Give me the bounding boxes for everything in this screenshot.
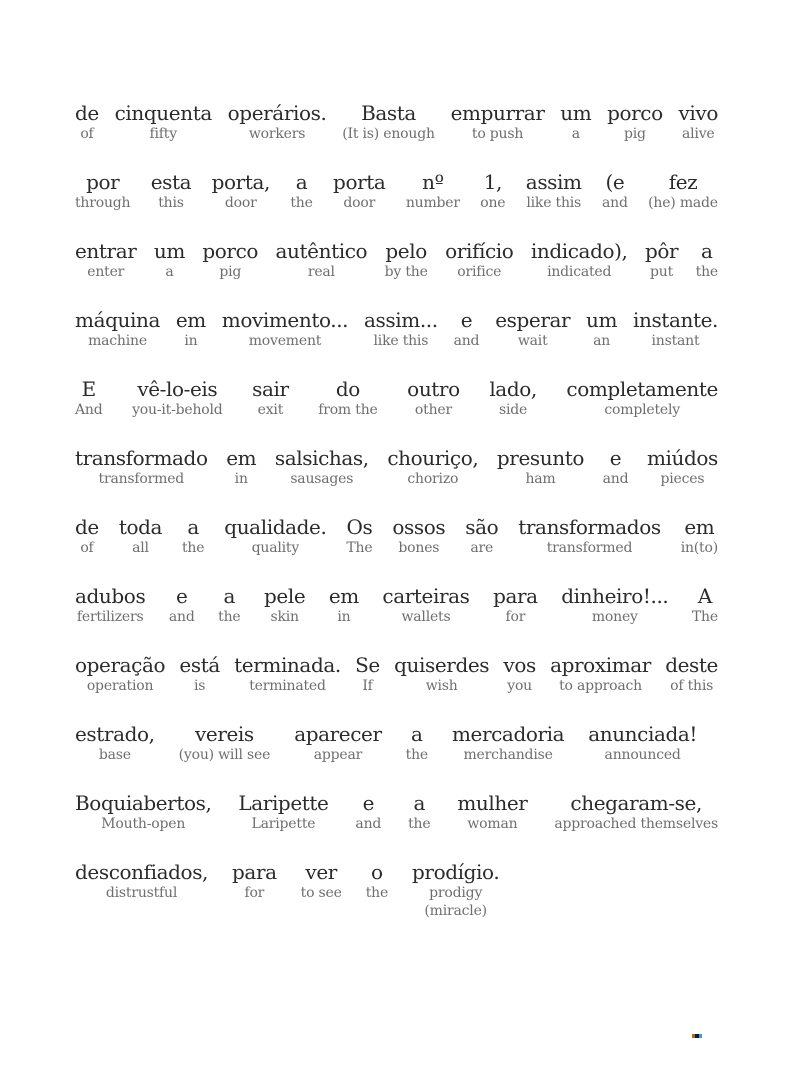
source-word: adubos (75, 584, 146, 608)
word-unit (452, 722, 564, 764)
source-word: vos (503, 653, 536, 677)
source-word: por (86, 170, 120, 194)
source-word: o (371, 860, 383, 884)
source-word: cinquenta (114, 101, 212, 125)
word-unit (366, 860, 388, 902)
source-word: lado, (489, 377, 537, 401)
word-unit (554, 791, 718, 833)
word-unit (75, 653, 165, 695)
source-word: desconfiados, (75, 860, 209, 884)
gloss-word: pig (624, 126, 646, 142)
gloss-word: the (405, 747, 428, 763)
gloss-word: enter (87, 264, 125, 280)
gloss-word: exit (257, 402, 284, 418)
word-unit (276, 239, 368, 281)
word-unit (75, 860, 208, 902)
word-unit (75, 101, 99, 143)
source-word: operários. (227, 101, 327, 125)
source-word: indicado), (530, 239, 628, 263)
word-unit (252, 377, 289, 419)
word-unit (151, 170, 191, 212)
line-pair (75, 584, 718, 626)
gloss-word: are (470, 540, 494, 556)
gloss-word: bones (398, 540, 440, 556)
gloss-word: prodigy (429, 885, 483, 901)
word-unit (294, 722, 381, 764)
gloss-word: for (244, 885, 265, 901)
source-word: toda (118, 515, 163, 539)
source-word: em (684, 515, 715, 539)
gloss-word: to push (471, 126, 524, 142)
line-pair (75, 308, 718, 350)
source-word: assim (525, 170, 582, 194)
gloss-word: transformed (546, 540, 633, 556)
source-word: e (609, 446, 622, 470)
word-unit (176, 308, 206, 350)
gloss-word: and (168, 609, 195, 625)
source-word: Se (355, 653, 380, 677)
gloss-word: chorizo (407, 471, 459, 487)
word-unit (531, 239, 628, 281)
gloss-word: terminated (249, 678, 326, 694)
source-word: a (413, 791, 425, 815)
word-unit (234, 653, 341, 695)
source-word: vereis (195, 722, 254, 746)
gloss-word: and (355, 816, 382, 832)
gloss-word: Laripette (251, 816, 316, 832)
gloss-word: like this (526, 195, 582, 211)
gloss-word: real (307, 264, 335, 280)
gloss-word: wallets (401, 609, 451, 625)
source-word: aproximar (550, 653, 651, 677)
gloss-word: and (602, 195, 628, 211)
gloss-word: pig (219, 264, 242, 280)
gloss-word: and (453, 333, 480, 349)
word-unit (182, 515, 204, 557)
source-word: e (362, 791, 374, 815)
source-word: (e (605, 170, 625, 194)
gloss-word: movement (248, 333, 322, 349)
gloss-word: of (80, 126, 94, 142)
word-unit (355, 791, 381, 833)
gloss-word: wait (517, 333, 548, 349)
gloss-word: in (184, 333, 198, 349)
gloss-word: is (194, 678, 206, 694)
source-word: pôr (644, 239, 679, 263)
word-unit (648, 170, 718, 212)
corner-artifact-mark (692, 1034, 702, 1038)
word-unit (560, 101, 591, 143)
source-word: a (187, 515, 199, 539)
word-unit (566, 377, 718, 419)
word-unit (169, 584, 195, 626)
word-unit (407, 377, 460, 419)
interlinear-text-block (75, 101, 718, 947)
word-unit (364, 308, 438, 350)
source-word: um (153, 239, 185, 263)
gloss-word: completely (604, 402, 680, 418)
word-unit (550, 653, 651, 695)
source-word: quiserdes (394, 653, 490, 677)
word-unit (329, 584, 359, 626)
gloss-word: in(to) (680, 540, 718, 556)
source-word: ver (305, 860, 337, 884)
source-word: presunto (496, 446, 585, 470)
source-word: a (701, 239, 713, 263)
source-word: orifício (445, 239, 514, 263)
gloss-word: pieces (660, 471, 705, 487)
word-unit (75, 239, 136, 281)
source-word: e (176, 584, 188, 608)
source-word: transformados (518, 515, 661, 539)
word-unit (232, 860, 277, 902)
source-word: assim... (364, 308, 438, 332)
gloss-word: (It is) enough (342, 126, 435, 142)
source-word: prodígio. (412, 860, 500, 884)
source-word: terminada. (234, 653, 341, 677)
word-unit (290, 170, 312, 212)
word-unit (224, 515, 326, 557)
word-unit (645, 239, 678, 281)
word-unit (406, 722, 428, 764)
source-word: esperar (495, 308, 571, 332)
gloss-word: side (499, 402, 528, 418)
source-word: E (81, 377, 96, 401)
line-pair (75, 377, 718, 419)
source-word: a (411, 722, 423, 746)
word-unit (692, 584, 718, 626)
source-word: porta (333, 170, 386, 194)
source-word: vivo (678, 101, 718, 125)
word-unit (665, 653, 718, 695)
word-unit (392, 515, 445, 557)
source-word: para (232, 860, 277, 884)
word-unit (154, 239, 185, 281)
gloss-word: like this (373, 333, 429, 349)
source-word: 1, (483, 170, 502, 194)
word-unit (75, 446, 208, 488)
source-word: instante. (632, 308, 718, 332)
gloss-word: a (165, 264, 174, 280)
source-word: mercadoria (451, 722, 565, 746)
source-word: em (328, 584, 359, 608)
gloss-word: the (365, 885, 389, 901)
word-unit (346, 515, 372, 557)
source-word: em (175, 308, 206, 332)
word-unit (588, 722, 697, 764)
source-word: e (460, 308, 473, 332)
source-word: Basta (361, 101, 416, 125)
source-word: qualidade. (224, 515, 327, 539)
source-word: um (560, 101, 592, 125)
gloss-word: The (691, 609, 718, 625)
source-word: Os (346, 515, 373, 539)
gloss-word: ham (525, 471, 556, 487)
source-word: porco (607, 101, 663, 125)
line-pair (75, 239, 718, 281)
word-unit (75, 170, 130, 212)
gloss-word: (you) will see (178, 747, 271, 763)
word-unit (454, 308, 480, 350)
gloss-word: appear (313, 747, 363, 763)
gloss-word: sausages (290, 471, 354, 487)
source-word: miúdos (646, 446, 718, 470)
word-unit (495, 308, 570, 350)
line-pair (75, 860, 718, 920)
source-word: deste (665, 653, 718, 677)
gloss-word: fertilizers (76, 609, 144, 625)
word-unit (465, 515, 498, 557)
word-unit (75, 791, 211, 833)
source-word: máquina (75, 308, 160, 332)
word-unit (696, 239, 718, 281)
source-word: pelo (385, 239, 427, 263)
gloss-word: from the (318, 402, 378, 418)
line-pair (75, 101, 718, 143)
source-word: chegaram-se, (570, 791, 702, 815)
gloss-word: the (182, 540, 205, 556)
word-unit (603, 446, 629, 488)
source-word: salsichas, (274, 446, 369, 470)
source-word: esta (150, 170, 192, 194)
source-word: de (75, 515, 99, 539)
gloss-word: money (591, 609, 638, 625)
word-unit (75, 722, 155, 764)
line-pair (75, 722, 718, 764)
word-unit (561, 584, 668, 626)
word-unit (119, 515, 162, 557)
gloss-word: of (80, 540, 94, 556)
source-word: autêntico (275, 239, 368, 263)
word-unit (75, 308, 160, 350)
word-unit (75, 377, 103, 419)
source-word: ossos (392, 515, 446, 539)
gloss-word: to see (300, 885, 342, 901)
word-unit (179, 653, 219, 695)
word-unit (526, 170, 582, 212)
source-word: em (226, 446, 257, 470)
word-unit (115, 101, 212, 143)
gloss-word: other (414, 402, 452, 418)
gloss-word: wish (425, 678, 458, 694)
word-unit (451, 101, 545, 143)
gloss-word: operation (86, 678, 154, 694)
word-unit (382, 584, 469, 626)
gloss-word: quality (251, 540, 300, 556)
gloss-word: of this (670, 678, 714, 694)
word-unit (275, 446, 369, 488)
gloss-word: If (362, 678, 373, 694)
source-word: estrado, (75, 722, 155, 746)
word-unit (238, 791, 328, 833)
gloss-word: The (346, 540, 373, 556)
word-unit (489, 377, 537, 419)
word-unit (355, 653, 380, 695)
gloss-word: Mouth-open (101, 816, 186, 832)
source-word: de (75, 101, 99, 125)
source-word: outro (407, 377, 460, 401)
gloss-word: in (234, 471, 248, 487)
gloss-word: door (343, 195, 376, 211)
source-word: para (493, 584, 538, 608)
gloss-word: alive (682, 126, 715, 142)
gloss-word: the (218, 609, 241, 625)
source-word: fez (668, 170, 698, 194)
word-unit (493, 584, 538, 626)
word-unit (342, 101, 435, 143)
gloss-word: distrustful (105, 885, 178, 901)
word-unit (301, 860, 342, 902)
word-unit (607, 101, 663, 143)
word-unit (679, 101, 718, 143)
word-unit (406, 170, 460, 212)
gloss-word: you (507, 678, 532, 694)
gloss-word: this (158, 195, 184, 211)
source-word: pele (264, 584, 306, 608)
gloss-word: a (571, 126, 580, 142)
gloss-word: approached themselves (554, 816, 718, 832)
source-word: a (295, 170, 308, 194)
gloss-word: number (405, 195, 460, 211)
word-unit (681, 515, 718, 557)
word-unit (602, 170, 628, 212)
source-word: vê-lo-eis (137, 377, 218, 401)
source-word: aparecer (294, 722, 382, 746)
source-word: porco (202, 239, 259, 263)
gloss-word: and (602, 471, 629, 487)
gloss-word: the (408, 816, 431, 832)
gloss-word: in (337, 609, 351, 625)
word-unit (457, 791, 527, 833)
word-unit (75, 515, 99, 557)
word-unit (503, 653, 535, 695)
word-unit (586, 308, 617, 350)
gloss-word: workers (248, 126, 306, 142)
word-unit (202, 239, 258, 281)
line-pair (75, 791, 718, 833)
word-unit (218, 584, 240, 626)
source-word: sair (252, 377, 289, 401)
gloss-word: fifty (149, 126, 177, 142)
gloss-word: merchandise (463, 747, 553, 763)
word-unit (132, 377, 222, 419)
word-unit (480, 170, 505, 212)
gloss-word: through (75, 195, 131, 211)
gloss-word: transformed (98, 471, 185, 487)
gloss-word: announced (604, 747, 681, 763)
word-unit (394, 653, 489, 695)
gloss-word: And (75, 402, 103, 418)
gloss-word: (he) made (648, 195, 718, 211)
line-pair (75, 446, 718, 488)
gloss-word: put (650, 264, 674, 280)
word-unit (445, 239, 513, 281)
word-unit (318, 377, 377, 419)
source-word: está (179, 653, 220, 677)
gloss-word: you-it-behold (132, 402, 223, 418)
word-unit (387, 446, 478, 488)
source-word: nº (422, 170, 444, 194)
word-unit (179, 722, 271, 764)
line-pair (75, 515, 718, 557)
gloss-word: all (132, 540, 149, 556)
word-unit (264, 584, 305, 626)
source-word: são (465, 515, 499, 539)
gloss-word: instant (651, 333, 700, 349)
source-word: porta, (211, 170, 270, 194)
gloss-word: to approach (559, 678, 642, 694)
source-word: empurrar (450, 101, 545, 125)
gloss-word: indicated (547, 264, 612, 280)
corner-artifact-segment (699, 1034, 702, 1038)
word-unit (333, 170, 385, 212)
gloss-word: woman (467, 816, 518, 832)
source-word: Boquiabertos, (75, 791, 212, 815)
source-word: carteiras (382, 584, 470, 608)
gloss-word-secondary: (miracle) (424, 903, 487, 919)
source-word: dinheiro!... (561, 584, 669, 608)
word-unit (518, 515, 660, 557)
source-word: chouriço, (387, 446, 479, 470)
source-word: Laripette (238, 791, 329, 815)
gloss-word: by the (384, 264, 428, 280)
gloss-word: orifice (457, 264, 502, 280)
word-unit (226, 446, 256, 488)
word-unit (75, 584, 145, 626)
line-pair (75, 653, 718, 695)
gloss-word: machine (88, 333, 147, 349)
gloss-word: for (505, 609, 526, 625)
source-word: do (335, 377, 360, 401)
gloss-word: an (593, 333, 611, 349)
word-unit (408, 791, 430, 833)
gloss-word: base (98, 747, 131, 763)
source-word: anunciada! (588, 722, 698, 746)
gloss-word: door (224, 195, 257, 211)
word-unit (497, 446, 584, 488)
source-word: transformado (75, 446, 208, 470)
gloss-word: skin (270, 609, 299, 625)
source-word: operação (75, 653, 166, 677)
gloss-word: the (695, 264, 718, 280)
line-pair (75, 170, 718, 212)
word-unit (212, 170, 270, 212)
source-word: a (223, 584, 236, 608)
word-unit (385, 239, 428, 281)
source-word: completamente (566, 377, 718, 401)
source-word: mulher (457, 791, 528, 815)
source-word: A (697, 584, 712, 608)
word-unit (228, 101, 327, 143)
source-word: movimento... (221, 308, 349, 332)
word-unit (633, 308, 718, 350)
word-unit (222, 308, 348, 350)
source-word: entrar (75, 239, 137, 263)
word-unit (647, 446, 718, 488)
word-unit (412, 860, 499, 920)
gloss-word: one (480, 195, 506, 211)
source-word: um (586, 308, 618, 332)
gloss-word: the (290, 195, 313, 211)
